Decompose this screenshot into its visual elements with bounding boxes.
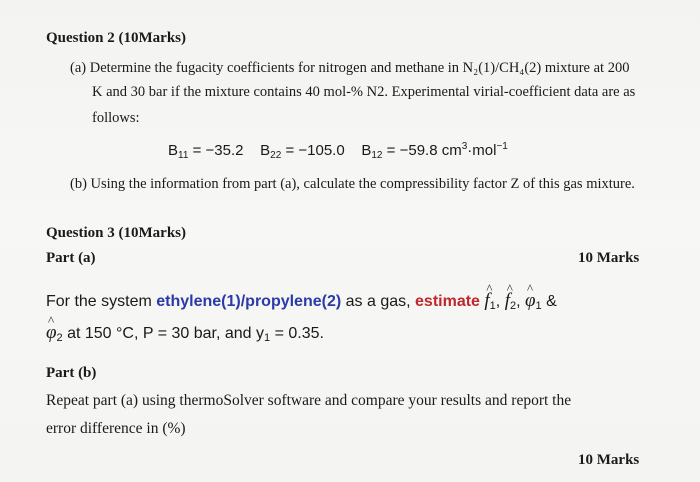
conditions-text: at 150 °C, P = 30 bar, and y — [62, 325, 264, 342]
b11-symbol: B — [168, 142, 179, 159]
question-2-title: Question 2 (10Marks) — [46, 30, 186, 46]
b11-subscript: 11 — [178, 150, 189, 161]
q3-part-b-line1: Repeat part (a) using thermoSolver software and compare your results and report the — [46, 392, 572, 409]
unit-cubed: 3 — [461, 141, 468, 152]
ampersand: & — [541, 293, 557, 310]
fugacity-1-symbol: ^ $f_1$ — [484, 290, 495, 311]
q3-part-a-line1: For the system ethylene(1)/propylene(2) as a gas, estimate ^ $f_1$, ^ $f_2$, ^ $\varphi_1$ & — [46, 290, 557, 312]
question-3-title: Question 3 (10Marks) — [46, 225, 186, 241]
q3-part-b-line2: error difference in (%) — [46, 420, 186, 437]
unit-inverse: −1 — [496, 141, 508, 152]
b11-value: = −35.2 — [188, 142, 244, 159]
virial-coefficient-equations — [168, 141, 508, 161]
q3-part-a-heading: Part (a) — [46, 250, 96, 266]
b22-subscript: 22 — [270, 150, 282, 161]
q2-part-a-line3: follows: — [92, 110, 140, 126]
y1-subscript: 1 — [264, 332, 271, 344]
phi-1-symbol: ^ $\varphi_1$ — [525, 290, 542, 311]
conditions-end: = 0.35. — [270, 325, 324, 342]
phi-2-symbol: ^ $\varphi_2$ — [46, 322, 63, 343]
q3-part-b-heading: Part (b) — [46, 365, 97, 381]
b12-subscript: 12 — [371, 150, 383, 161]
system-name: ethylene(1)/propylene(2) — [156, 293, 342, 310]
b12-symbol: B — [361, 142, 372, 159]
q2-part-b-line: (b) Using the information from part (a), calculate the compressibility factor Z of this gas mixture. — [70, 176, 635, 192]
fugacity-2-symbol: ^ $f_2$ — [505, 290, 516, 311]
b12-value: = −59.8 cm — [382, 142, 462, 159]
line1-middle: as a gas, — [341, 293, 416, 310]
q3-part-a-marks: 10 Marks — [578, 250, 640, 266]
b22-value: = −105.0 — [281, 142, 345, 159]
q3-part-a-line2 — [46, 322, 324, 344]
b22-symbol: B — [260, 142, 271, 159]
q3-part-b-marks: 10 Marks — [578, 452, 640, 468]
q2-part-a-line2: K and 30 bar if the mixture contains 40 mol-% N2. Experimental virial-coefficient data are as — [92, 84, 636, 100]
unit-mol: ·mol — [467, 142, 497, 159]
line1-prefix: For the system — [46, 293, 157, 310]
estimate-keyword: estimate — [415, 293, 480, 310]
q2-part-a-line1: (a) Determine the fugacity coefficients for nitrogen and methane in N₂(1)/CH₄(2) mixture at 200 — [70, 60, 630, 76]
